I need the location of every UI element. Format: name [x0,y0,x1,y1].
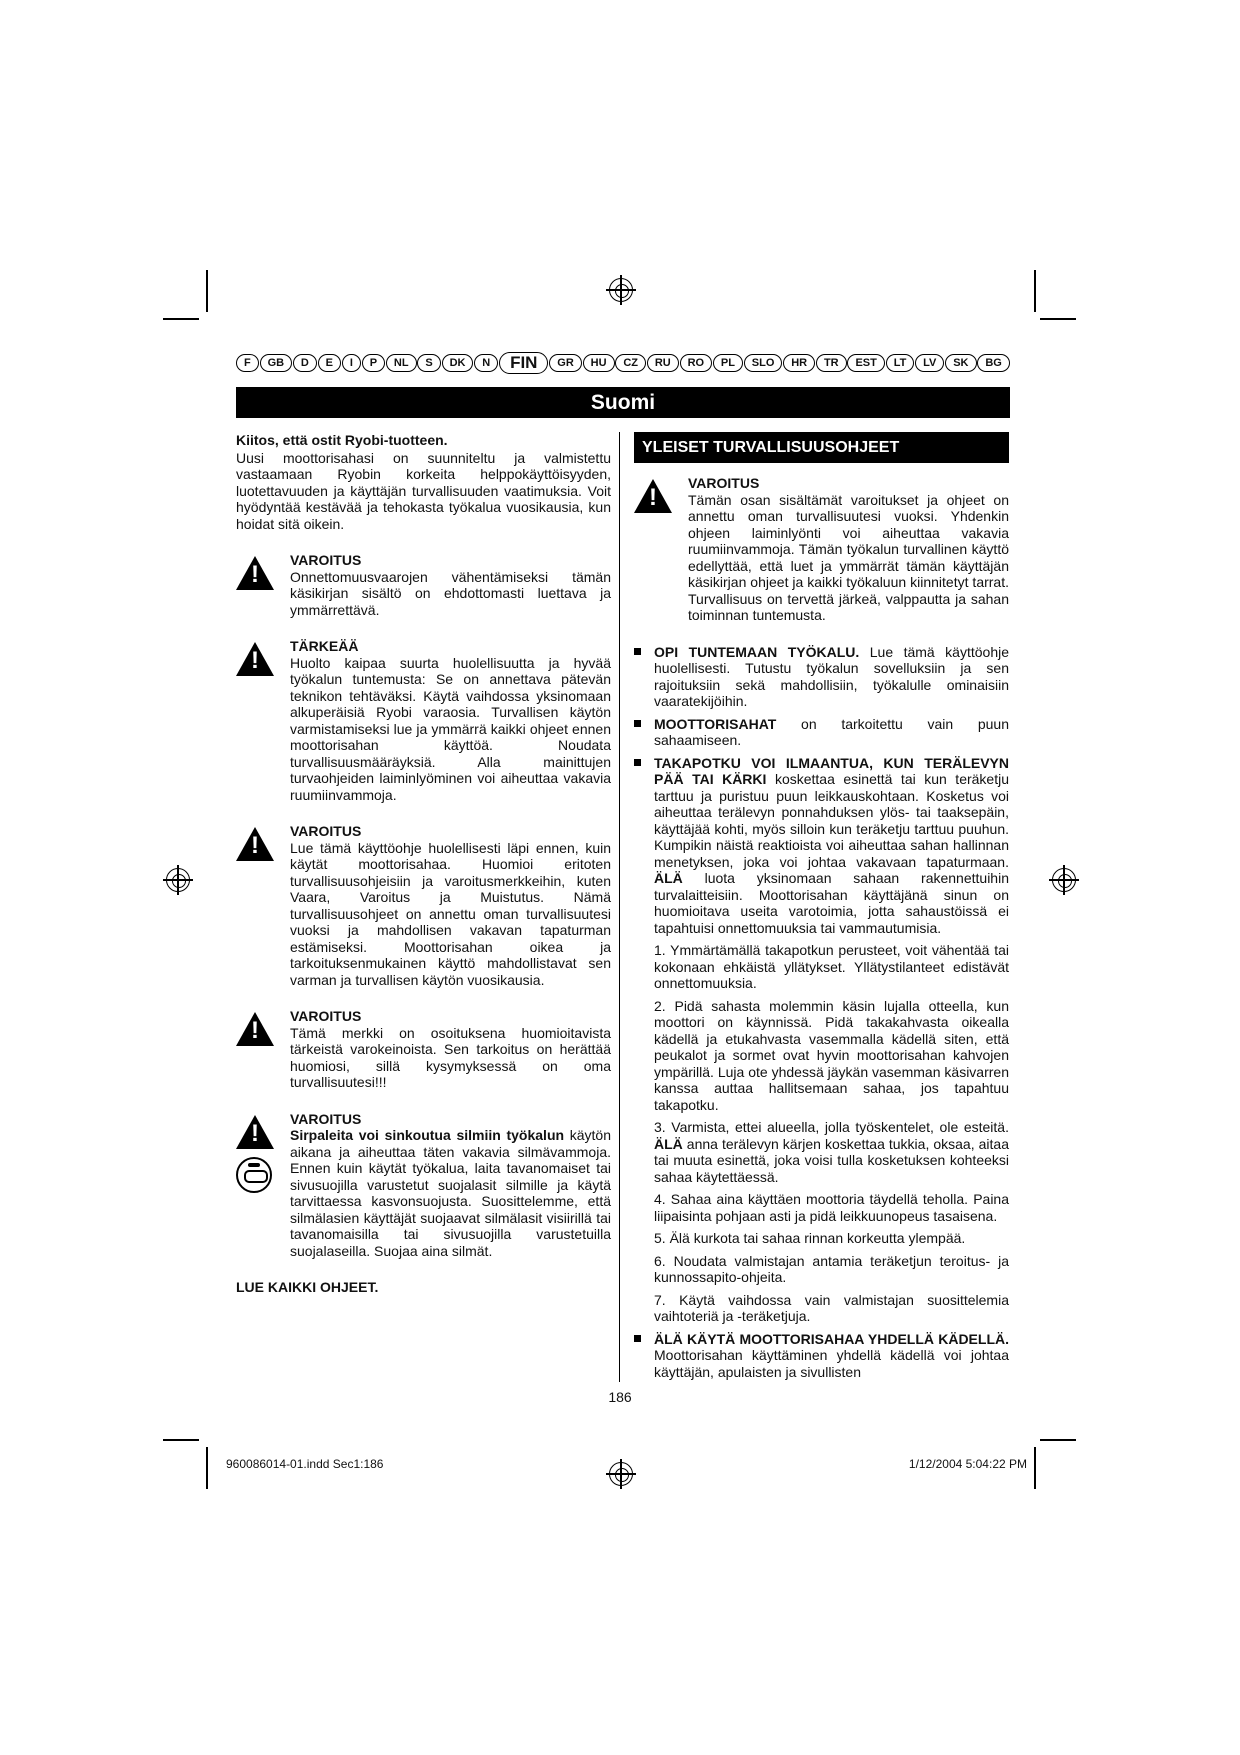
eye-protection-icon [236,1157,272,1193]
crop-mark [1034,1447,1036,1489]
warning-block [236,638,611,803]
numbered-item [634,1119,1009,1185]
warning-text: Huolto kaipaa suurta huolellisuutta ja hyvää työkalun tuntemusta: Se on annettava pätevän teknikon tehtäväksi. Käytä vaihdossa yksinomaan alkuperäisiä Ryobi varaosia. Turvallisen käytön varmistamiseksi lue ja ymmärrä kaikki ohjeet ennen moottorisahan käyttöä. Noudata turvallisuusmääräyksiä. Alla mainittujen turvaohjeiden laiminlyöminen voi aiheuttaa vakavia ruumiinvammoja. [290,654,611,803]
column-divider [619,432,620,1382]
warning-title: VAROITUS [290,552,362,568]
warning-text: Tämä merkki on osoituksena huomioitavista tärkeistä varokeinoista. Sen tarkoitus on herättää huomiosi, sillä kysymyksessä on oma turvallisuutesi!!! [290,1024,611,1090]
language-tab-lv: LV [915,354,944,372]
right-column [634,432,1009,1380]
bullet-square-icon [634,648,641,655]
language-tab-nl: NL [386,354,417,372]
numbered-text: 3. Varmista, ettei alueella, jolla työskentelet, ole esteitä. [654,1119,1009,1135]
bullet-bold: TAKAPOTKU VOI ILMAANTUA, KUN TERÄLEVYN PÄÄ TAI KÄRKI [654,754,1009,787]
crop-mark [206,1447,208,1489]
numbered-item: 2. Pidä sahasta molemmin käsin lujalla otteella, kun moottori on käynnissä. Pidä takakahvasta oikealla kädellä ja etukahvasta vasemmalla kädellä siten, että peukalot ja sormet ovat hyvin moottorisahan kahvojen ympärillä. Luja ote yhdessä jäykän vasemman käsivarren kanssa auttaa hallitsemaan sahaa, jos tapahtuu takapotku. [654,997,1009,1113]
registration-mark-icon [609,278,633,302]
language-tab-est: EST [847,354,884,372]
warning-block [236,552,611,618]
warning-title: VAROITUS [290,1008,362,1024]
bullet-text: Moottorisahan käyttäminen yhdellä kädellä voi johtaa käyttäjän, apulaisten ja sivullisten [654,1347,1009,1380]
page-title: Suomi [236,387,1010,418]
warning-block [236,823,611,988]
warning-title: TÄRKEÄÄ [290,638,359,654]
crop-mark [1040,318,1076,320]
language-tab-cz: CZ [615,354,646,372]
bullet-bold: MOOTTORISAHAT [654,715,777,732]
warning-bold-text: Sirpaleita voi sinkoutua silmiin työkalun [290,1127,565,1143]
warning-text: Onnettomuusvaarojen vähentämiseksi tämän käsikirjan sisältö on ehdottomasti luettava ja ymmärrettävä. [290,568,611,618]
footer-timestamp: 1/12/2004 5:04:22 PM [908,1457,1027,1471]
bullet-text: koskettaa esinettä tai kun teräketju tarttuu ja puristuu puun leikkauskohtaan. Kosketus voi aiheuttaa terälevyn ponnahduksen ylös- tai taaksepäin, käyttäjää kohti, myös silloin kun teräketju tarttuu puuhun. Kumpikin näistä reaktioista voi aiheuttaa sahan hallinnan menetyksen, joka voi johtaa vakavaan tapaturmaan. [654,771,1010,870]
language-tab-pl: PL [713,354,743,372]
language-tab-p: P [362,354,385,372]
language-tab-ru: RU [647,354,679,372]
numbered-item: 1. Ymmärtämällä takapotkun perusteet, voit vähentää tai kokonaan ehkäistä yllätykset. Yllätystilanteet edistävät onnettomuuksia. [654,942,1009,991]
crop-mark [1040,1439,1076,1441]
bullet-text: Lue tämä käyttöohje huolellisesti. Tutustu työkalun sovelluksiin ja sen rajoituksiin sekä mahdollisiin, työkalulle ominaisiin vaaratekijöihin. [654,643,1009,709]
numbered-item: 4. Sahaa aina käyttäen moottoria täydellä teholla. Paina liipaisinta pohjaan asti ja pidä leikkuunopeus tasaisena. [654,1191,1009,1224]
warning-block [236,1111,611,1260]
numbered-item: 6. Noudata valmistajan antamia teräketjun teroitus- ja kunnossapito-ohjeita. [654,1252,1009,1285]
language-tab-i: I [342,354,361,372]
crop-mark [163,1439,199,1441]
emphasis: ÄLÄ [654,1135,683,1152]
numbered-item: 7. Käytä vaihdossa vain valmistajan suosittelemia vaihtoteriä ja -teräketjuja. [654,1291,1009,1324]
bullet-square-icon [634,720,641,727]
language-tab-sk: SK [945,354,976,372]
warning-block [634,475,1009,624]
language-tab-e: E [318,354,341,372]
language-tab-n: N [474,354,498,372]
language-tab-slo: SLO [744,354,783,372]
list-item [634,1331,1009,1381]
language-tab-ro: RO [680,354,713,372]
registration-mark-icon [609,1462,633,1486]
warning-text: Lue tämä käyttöohje huolellisesti läpi ennen, kuin käytät moottorisahaa. Huomioi eritoten turvallisuusohjeisiin ja varoitusmerkkeihin, kuten Vaara, Varoitus ja Muistutus. Nämä turvallisuusohjeet on annettu oman turvallisuutesi vuoksi ja mahdollisen vakavan tapaturman estämiseksi. Moottorisahan oikea ja tarkoituksenmukainen käyttö mahdollistavat sen varman ja turvallisen käytön vuosikausia. [290,839,611,988]
intro-text: Uusi moottorisahasi on suunniteltu ja valmistettu vastaamaan Ryobin korkeita helppokäyttöisyyden, luotettavuuden ja käyttäjän turvallisuuden vaatimuksia. Voit hyödyntää kestävää ja tehokasta työkalua vuosikausia, kun hoidat sitä oikein. [236,449,611,532]
warning-triangle-icon [236,827,274,861]
warning-text: Tämän osan sisältämät varoitukset ja ohjeet on annettu oman turvallisuutesi vuoksi. Yhdenkin ohjeen laiminlyönti voi aiheuttaa vakavia ruumiinvammoja. Tämän työkalun turvallinen käyttö edellyttää, että luet ja ymmärrät tämän käyttäjän käsikirjan ohjeet ja kaikki työkaluun kiinnitetyt tarrat. Turvallisuus on tervettä järkeä, valppautta ja sahan toiminnan tuntemusta. [688,491,1009,623]
warning-triangle-icon [634,479,672,513]
language-tab-dk: DK [442,354,474,372]
list-item [634,755,1009,937]
language-tab-gb: GB [260,354,293,372]
language-tab-hr: HR [783,354,815,372]
bullet-text: luota yksinomaan sahaan rakennettuihin turvalaitteisiin. Moottorisahan käyttäjänä sinun on huomioitava useita varotoimia, jotta sahaustöissä ei tapahtuisi onnettomuuksia tai vammautumisia. [654,870,1009,936]
language-tab-d: D [293,354,317,372]
crop-mark [163,318,199,320]
warning-block [236,1008,611,1091]
language-tab-f: F [236,354,259,372]
left-column [236,432,611,1296]
registration-mark-icon [1052,868,1076,892]
bullet-bold: ÄLÄ KÄYTÄ MOOTTORISAHAA YHDELLÄ KÄDELLÄ. [654,1330,1009,1347]
registration-mark-icon [166,868,190,892]
warning-text [290,1127,611,1259]
warning-body-text: käytön aikana ja aiheuttaa täten vakavia silmävammoja. Ennen kuin käytät työkalua, laita tavanomaiset tai sivusuojilla varustetut suojalasit silmille ja käytä tarvittaessa kasvonsuojusta. Suosittelemme, että silmälasien käyttäjät suojaavat silmälasit visiirillä tai tavanomaisilla tai sivusuojilla varustetuilla suojalaseilla. Suojaa aina silmät. [290,1127,612,1259]
language-tab-fin: FIN [499,352,548,374]
list-item [634,644,1009,710]
numbered-text: anna terälevyn kärjen koskettaa tukkia, oksaa, aitaa tai muuta esinettä, joka voisi tulla kosketuksen kohteeksi sahaa käytettäessä. [654,1135,1009,1185]
language-tab-tr: TR [816,354,847,372]
warning-title: VAROITUS [290,823,362,839]
section-heading: YLEISET TURVALLISUUSOHJEET [634,432,1009,463]
closing-note: LUE KAIKKI OHJEET. [236,1279,379,1295]
language-tab-bg: BG [977,354,1010,372]
language-tab-lt: LT [886,354,915,372]
bullet-bold: OPI TUNTEMAAN TYÖKALU. [654,643,860,660]
intro-heading: Kiitos, että ostit Ryobi-tuotteen. [236,432,448,448]
warning-triangle-icon [236,556,274,590]
numbered-item: 5. Älä kurkota tai sahaa rinnan korkeutta ylempää. [654,1230,966,1246]
warning-title: VAROITUS [290,1110,362,1127]
warning-triangle-icon [236,642,274,676]
list-item [634,716,1009,749]
footer-file-info: 960086014-01.indd Sec1:186 [226,1457,384,1471]
language-tab-s: S [417,354,440,372]
emphasis: ÄLÄ [654,870,683,886]
warning-triangle-icon [236,1012,274,1046]
language-bar [236,352,1010,374]
bullet-square-icon [634,759,641,766]
crop-mark [1034,270,1036,312]
warning-title: VAROITUS [688,475,760,491]
bullet-text: on tarkoitettu vain puun sahaamiseen. [654,715,1009,748]
bullet-square-icon [634,1335,641,1342]
warning-triangle-icon [236,1115,274,1149]
crop-mark [206,270,208,312]
page-number: 186 [608,1389,632,1405]
language-tab-gr: GR [549,354,582,372]
language-tab-hu: HU [583,354,615,372]
